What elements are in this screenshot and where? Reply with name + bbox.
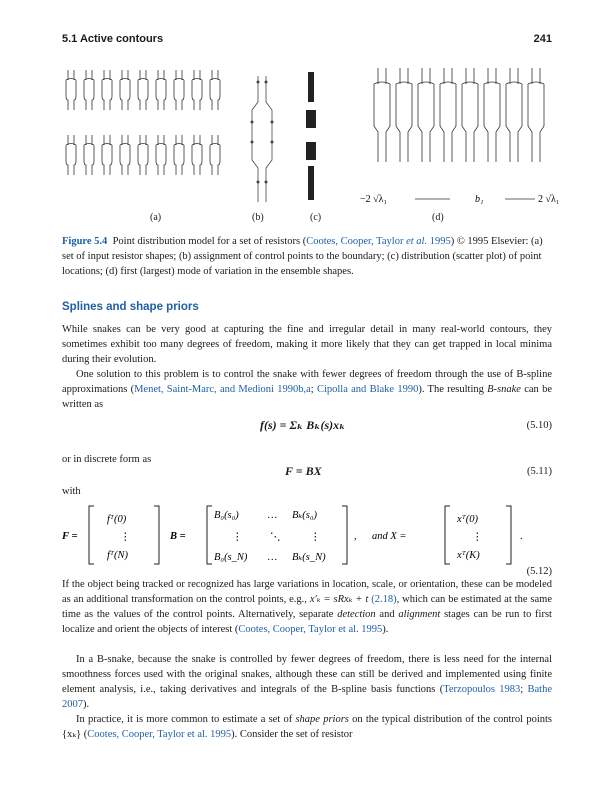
figure-a-resistor-shapes xyxy=(66,70,220,175)
svg-text:fᵀ(0): fᵀ(0) xyxy=(107,514,127,525)
svg-text:B₀(s_N): B₀(s_N) xyxy=(214,552,248,563)
figure-d-mode-shapes xyxy=(374,68,544,199)
svg-text:…: … xyxy=(267,552,278,563)
caption-cite[interactable]: Cootes, Cooper, Taylor et al. 1995 xyxy=(306,236,451,247)
caption-text-rest: ) © 1995 Elsevier: (a) set of input resistor shapes; (b) assignment of control points to the boundary; (c) distribution (scatter plot) of point locations; (d) first (largest) mode of variation in the ensemble shapes. xyxy=(62,236,543,277)
equation-number-5-10: (5.10) xyxy=(526,420,552,431)
inline-eq-transform: x′ₖ = sRxₖ + t xyxy=(309,594,369,605)
paragraph-5: If the object being tracked or recognized has large variations in location, scale, or orientation, these can be modeled as an additional transformation on the control points, e.g., x′ₖ = sRxₖ + t (2.18), which can be estimated at the same time as the values of the control points. Alternatively, separate detection and alignment stages can be run to first localize and orient the objects of interest (Cootes, Cooper, Taylor et al. 1995). xyxy=(62,579,552,635)
equation-number-5-11: (5.11) xyxy=(527,466,552,477)
cite-terzopoulos[interactable]: Terzopoulos 1983 xyxy=(443,684,521,695)
cite-menet[interactable]: Menet, Saint-Marc, and Medioni 1990b,a xyxy=(134,384,311,395)
svg-text:.: . xyxy=(520,531,523,542)
equation-5-11: F = BX xyxy=(285,464,322,478)
caption-text: Point distribution model for a set of resistors ( xyxy=(112,236,307,247)
svg-text:,: , xyxy=(354,531,357,542)
svg-text:Bₖ(s₀): Bₖ(s₀) xyxy=(292,510,317,521)
figure-label-a: (a) xyxy=(150,212,162,223)
page-number: 241 xyxy=(533,33,552,45)
section-heading: Splines and shape priors xyxy=(62,301,199,313)
paragraph-7: In practice, it is more common to estimate a set of shape priors on the typical distribution of the control points {xₖ} (Cootes, Cooper, Taylor et al. 1995). Consider the set of resistor xyxy=(62,714,552,740)
svg-text:xᵀ(K): xᵀ(K) xyxy=(457,550,480,561)
ref-2-18[interactable]: (2.18) xyxy=(368,594,397,605)
cite-cipolla[interactable]: Cipolla and Blake 1990 xyxy=(316,384,419,395)
paragraph-6: In a B-snake, because the snake is controlled by fewer degrees of freedom, there is less need for the internal smoothness forces used with the original snakes, although these can still be derived and implemented using finite element analysis, i.e., taking derivatives and integrals of the B-spline basis functions (Terzopoulos 1983; Bathe 2007). xyxy=(62,654,552,710)
cite-bathe[interactable]: Bathe 2007 xyxy=(62,684,552,710)
running-header-section: 5.1 Active contours xyxy=(62,33,164,45)
equation-number-5-12: (5.12) xyxy=(526,566,552,577)
svg-text:B =: B = xyxy=(170,531,186,542)
figure-c-scatter xyxy=(306,72,316,200)
axis-center-label: b₁ xyxy=(475,194,484,205)
svg-text:⋮: ⋮ xyxy=(310,532,321,543)
equation-5-10: f(s) = Σₖ Bₖ(s)xₖ xyxy=(260,418,346,432)
svg-text:xᵀ(0): xᵀ(0) xyxy=(457,514,478,525)
figure-label-c: (c) xyxy=(310,212,322,223)
svg-text:and X =: and X = xyxy=(372,531,407,542)
paragraph-3: or in discrete form as xyxy=(62,454,152,465)
figure-caption xyxy=(62,234,552,279)
svg-text:⋮: ⋮ xyxy=(232,532,243,543)
paragraph-1: While snakes can be very good at capturing the fine and irregular detail in many real-world contours, they sometimes exhibit too many degrees of freedom, making it more likely that they can get trapped in local minima during their evolution. xyxy=(62,324,552,365)
svg-text:…: … xyxy=(267,510,278,521)
figure-b-control-points xyxy=(251,76,274,202)
figure-5-4 xyxy=(60,62,560,212)
figure-label-b: (b) xyxy=(252,212,264,223)
figure-label-d: (d) xyxy=(432,212,444,223)
equation-5-12 xyxy=(62,500,552,570)
svg-text:⋮: ⋮ xyxy=(120,532,131,543)
axis-left-label: −2 √λ₁ xyxy=(360,194,387,205)
svg-text:fᵀ(N): fᵀ(N) xyxy=(107,550,128,561)
svg-text:Bₖ(s_N): Bₖ(s_N) xyxy=(292,552,326,563)
cite-cootes-2[interactable]: Cootes, Cooper, Taylor et al. 1995 xyxy=(87,729,232,740)
svg-text:⋱: ⋱ xyxy=(270,532,281,543)
svg-text:B₀(s₀): B₀(s₀) xyxy=(214,510,239,521)
cite-cootes-1[interactable]: Cootes, Cooper, Taylor et al. 1995 xyxy=(238,624,383,635)
paragraph-4: with xyxy=(62,486,81,497)
axis-right-label: 2 √λ₁ xyxy=(538,194,560,205)
svg-text:⋮: ⋮ xyxy=(472,532,483,543)
caption-title: Figure 5.4 xyxy=(62,236,108,247)
paragraph-2: One solution to this problem is to control the snake with fewer degrees of freedom through the use of B-spline approximations (Menet, Saint-Marc, and Medioni 1990b,a; Cipolla and Blake 1990). The resulting B-snake can be written as xyxy=(62,369,552,410)
svg-text:F =: F = xyxy=(62,531,78,542)
